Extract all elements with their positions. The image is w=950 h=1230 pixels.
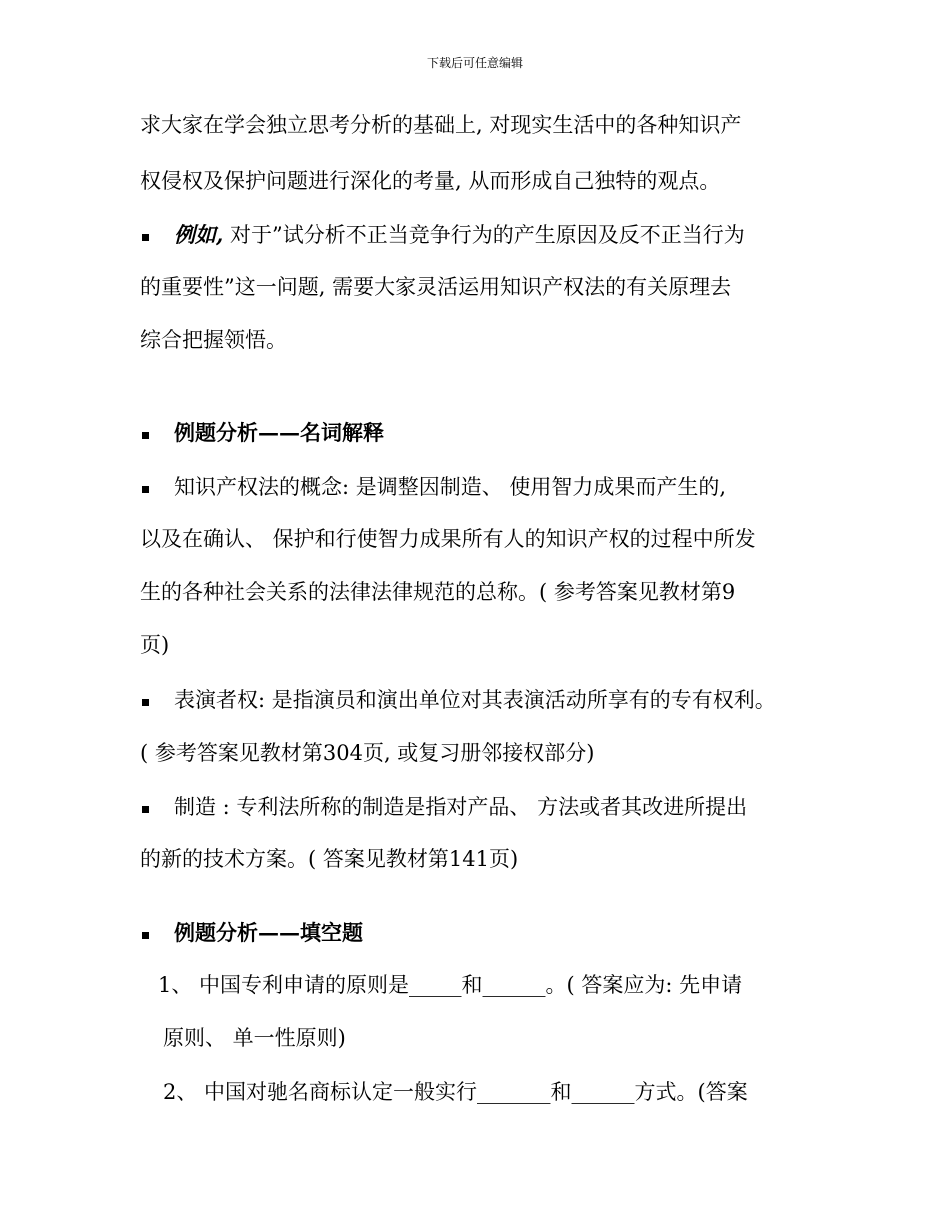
- body-line: 的新的技术方案。( 答案见教材第141页): [140, 847, 519, 871]
- example-line: [174, 220, 745, 250]
- body-line: 权侵权及保护问题进行深化的考量, 从而形成自己独特的观点。: [140, 169, 721, 193]
- body-line: 页): [140, 633, 170, 657]
- section-heading-fill-in: 例题分析——填空题: [174, 920, 363, 945]
- term-definition-invention: 制造 : 专利法所称的制造是指对产品、 方法或者其改进所提出: [174, 795, 748, 819]
- square-bullet-icon: [142, 932, 149, 939]
- body-line: 生的各种社会关系的法律法律规范的总称。( 参考答案见教材第9: [140, 580, 736, 604]
- square-bullet-icon: [142, 486, 149, 493]
- body-line: ( 参考答案见教材第304页, 或复习册邻接权部分): [140, 741, 595, 765]
- page-header-note: 下载后可任意编辑: [426, 56, 523, 70]
- section-heading-terms: 例题分析——名词解释: [174, 420, 384, 445]
- example-emphasis: 例如,: [174, 222, 224, 247]
- square-bullet-icon: [142, 234, 149, 241]
- question-1-answer: 原则、 单一性原则): [163, 1026, 346, 1050]
- body-line: 综合把握领悟。: [140, 328, 287, 352]
- body-line: 以及在确认、 保护和行使智力成果所有人的知识产权的过程中所发: [140, 527, 756, 551]
- square-bullet-icon: [142, 432, 149, 439]
- square-bullet-icon: [142, 699, 149, 706]
- term-definition-performer-right: 表演者权: 是指演员和演出单位对其表演活动所享有的专有权利。: [174, 688, 776, 712]
- example-text: 对于”试分析不正当竞争行为的产生原因及反不正当行为: [223, 223, 745, 247]
- body-line: 求大家在学会独立思考分析的基础上, 对现实生活中的各种知识产: [140, 113, 742, 137]
- question-1: 1、 中国专利申请的原则是_____和______。( 答案应为: 先申请: [158, 973, 743, 997]
- square-bullet-icon: [142, 806, 149, 813]
- term-definition-ip-law: 知识产权法的概念: 是调整因制造、 使用智力成果而产生的,: [174, 475, 727, 499]
- body-line: 的重要性”这一问题, 需要大家灵活运用知识产权法的有关原理去: [140, 275, 732, 299]
- question-2: 2、 中国对驰名商标认定一般实行_______和______方式。(答案: [163, 1080, 748, 1104]
